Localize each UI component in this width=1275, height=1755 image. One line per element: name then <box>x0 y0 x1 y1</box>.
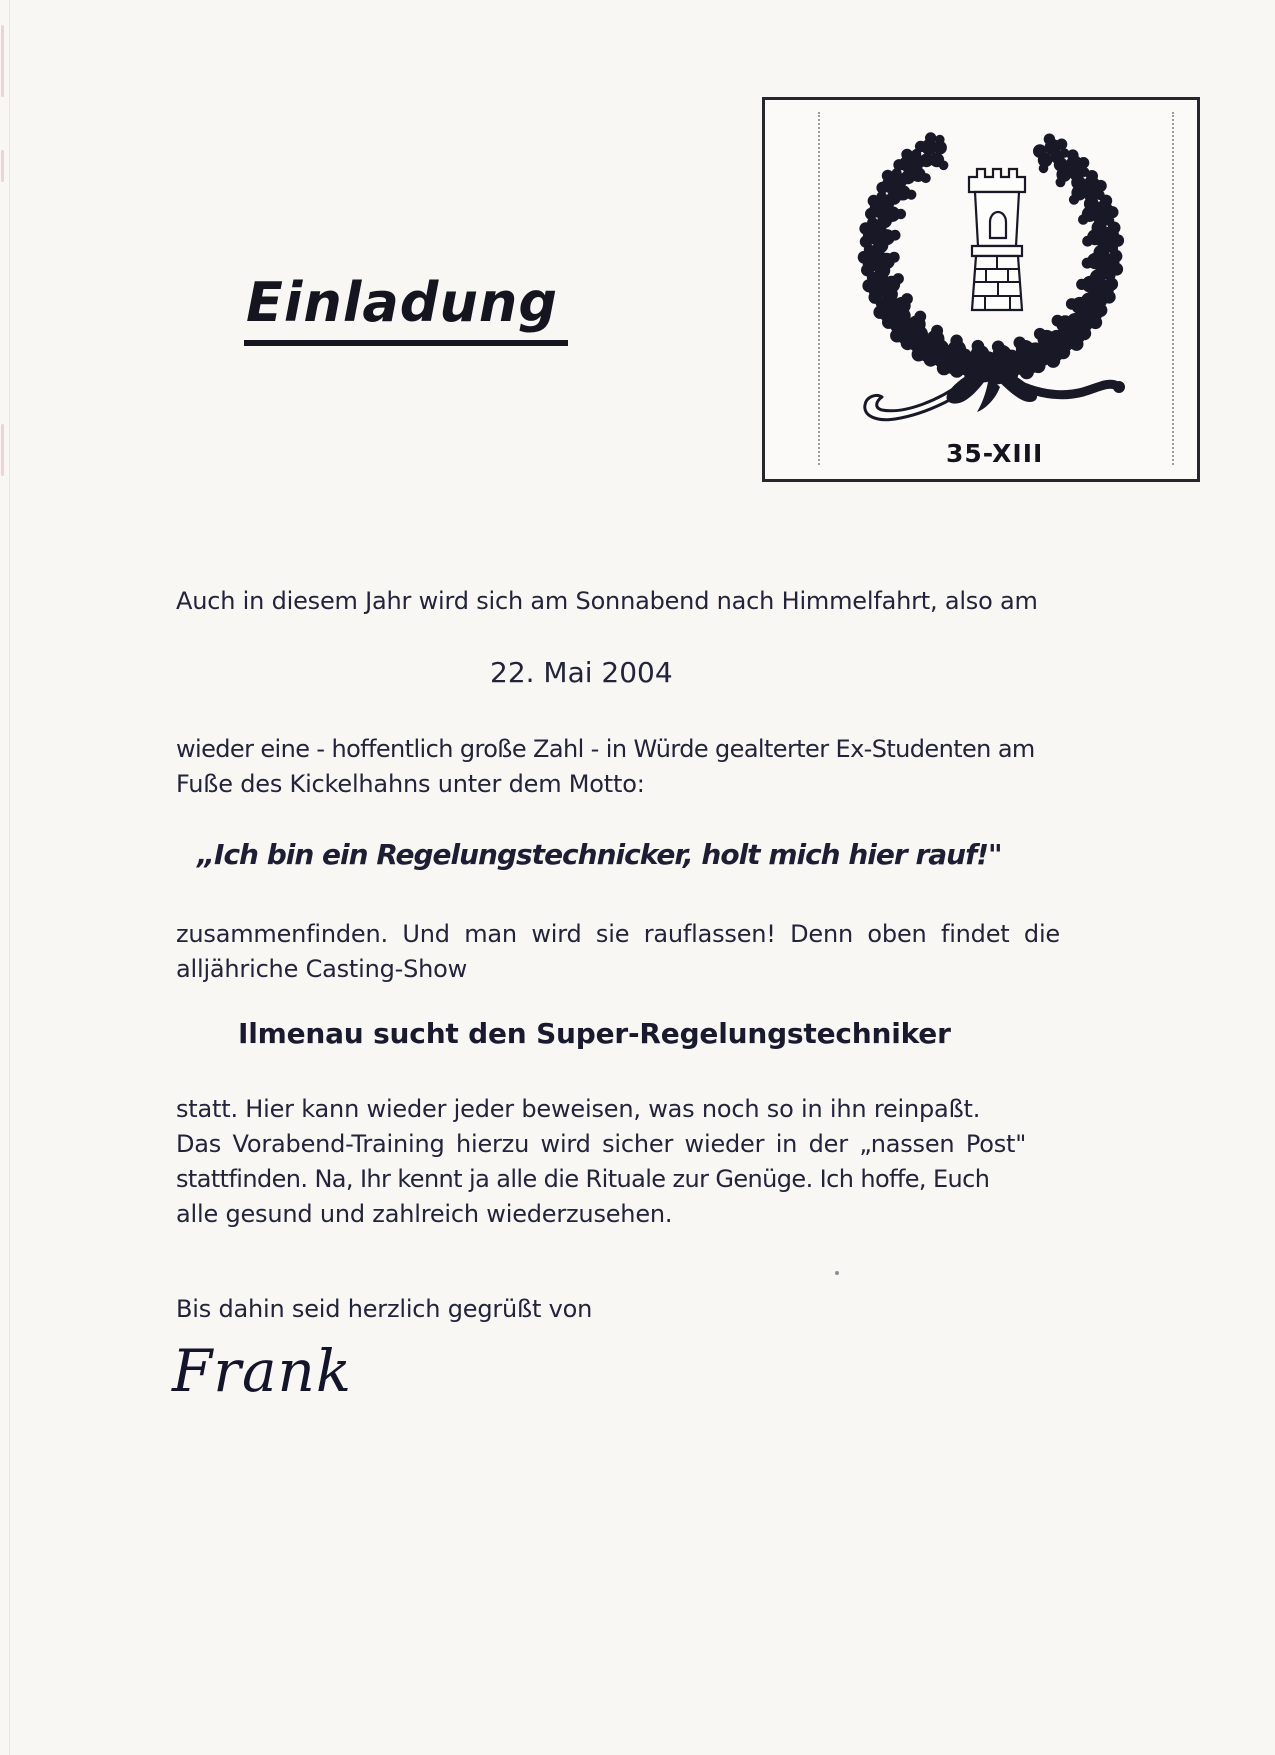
scan-speck <box>835 1271 839 1275</box>
paragraph-line: Das Vorabend-Training hierzu wird sicher wieder in der „nassen Post" <box>176 1130 1027 1158</box>
ribbon-bow-icon <box>865 355 1125 420</box>
intro-line: Auch in diesem Jahr wird sich am Sonnabend nach Himmelfahrt, also am <box>176 587 1038 615</box>
show-heading: Ilmenau sucht den Super-Regelungstechniker <box>238 1017 951 1050</box>
emblem-label: 35-XIII <box>946 439 1044 468</box>
paragraph-line: Fuße des Kickelhahns unter dem Motto: <box>176 770 645 798</box>
paragraph-details <box>176 1092 1078 1232</box>
paragraph-line: zusammenfinden. Und man wird sie rauflassen! Denn oben findet die <box>176 920 1060 948</box>
closing-line: Bis dahin seid herzlich gegrüßt von <box>176 1295 593 1323</box>
motto-line: „Ich bin ein Regelungstechnicker, holt mich hier rauf!" <box>197 838 1002 871</box>
paragraph-line: wieder eine - hoffentlich große Zahl - in Würde gealterter Ex-Studenten am <box>176 735 1035 763</box>
paragraph-casting-show <box>176 917 1078 987</box>
oak-wreath-tower-emblem-icon <box>765 100 1197 479</box>
paragraph-line: statt. Hier kann wieder jeder beweisen, was noch so in ihn reinpaßt. <box>176 1095 981 1123</box>
signature: Frank <box>172 1337 353 1405</box>
event-date: 22. Mai 2004 <box>490 656 673 689</box>
fraternity-emblem-box <box>762 97 1200 482</box>
page-title: Einladung <box>244 266 568 346</box>
paragraph-line: alle gesund und zahlreich wiederzusehen. <box>176 1200 673 1228</box>
paragraph-line: alljähriche Casting-Show <box>176 955 468 983</box>
scan-artifact-pink <box>1 424 4 476</box>
paragraph-motto-lead <box>176 732 1035 802</box>
paragraph-line: stattfinden. Na, Ihr kennt ja alle die Rituale zur Genüge. Ich hoffe, Euch <box>176 1165 990 1193</box>
scan-artifact-pink <box>1 25 4 97</box>
scan-artifact-pink <box>1 150 4 182</box>
tower-icon <box>969 169 1025 310</box>
scan-edge-line <box>9 0 10 1755</box>
